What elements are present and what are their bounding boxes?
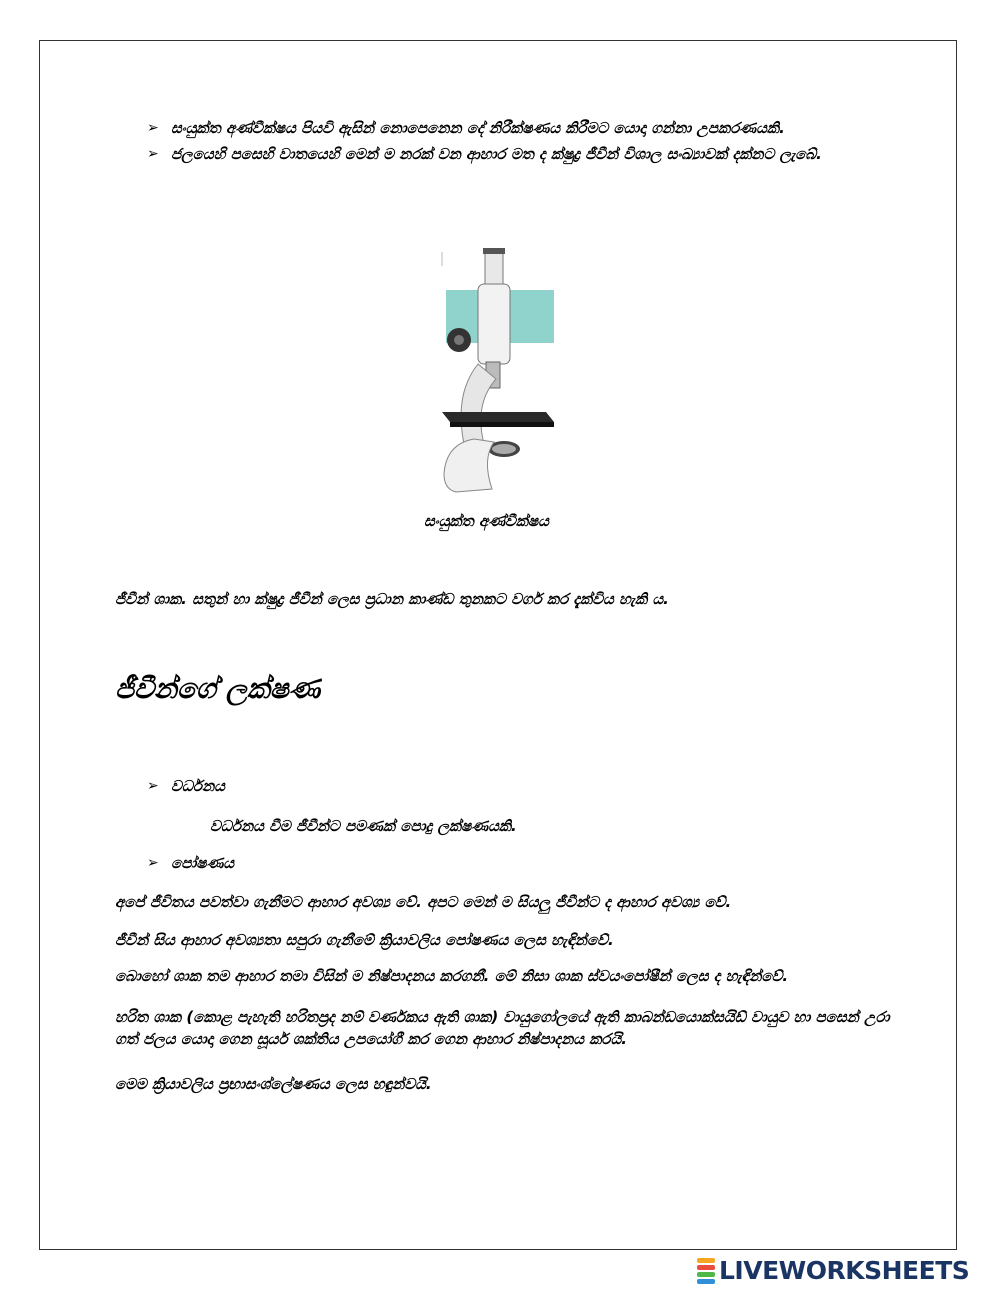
section-heading: ජීවීන්ගේ ලක්ෂණ: [115, 672, 321, 705]
bullet-item: [147, 116, 867, 140]
worksheet-page: [39, 40, 957, 1250]
microscope-image: [434, 244, 554, 494]
brand-name: LIVEWORKSHEETS: [719, 1256, 970, 1285]
nutrition-paragraph: බොහෝ ශාක තම ආහාර තමා විසින් ම නිෂ්පාදනය කරගනී. මේ නිසා ශාක ස්වයංපෝෂීන් ලෙස ද හැඳින්වේ.: [115, 967, 789, 985]
arrow-bullet-icon: ➢: [147, 120, 159, 136]
intro-paragraph: ජීවීන් ශාක. සතුන් හා ක්ෂුද්‍ර ජීවීන් ලෙස ප්‍රධාන කාණ්ඩ තුනකට වර්ග කර දැක්විය හැකි ය.: [115, 590, 669, 608]
figure-caption: සංයුක්ත අණ්වීක්ෂය: [424, 512, 549, 530]
bullet-item: [147, 142, 867, 166]
bullet-text: සංයුක්ත අණ්වීක්ෂය පියවි ඇසින් නොපෙනෙන දේ නිරීක්ෂණය කිරීමට යොදා ගන්නා උපකරණයකි.: [171, 119, 785, 137]
subsection-title-growth: ➢ වර්ධනය: [147, 774, 547, 798]
nutrition-paragraph: ජීවීන් සිය ආහාර අවශ්‍යතා සපුරා ගැනීමේ ක්‍රියාවලිය පෝෂණය ලෙස හැඳින්වේ.: [115, 931, 614, 949]
subsection-title-nutrition: ➢ පෝෂණය: [147, 851, 547, 875]
nutrition-paragraph: මෙම ක්‍රියාවලිය ප්‍රභාසංශ්ලේෂණය ලෙස හඳුන්වයි.: [115, 1075, 432, 1093]
arrow-bullet-icon: ➢: [147, 778, 159, 794]
arrow-bullet-icon: ➢: [147, 146, 159, 162]
growth-body: වර්ධනය වීම ජීවීන්ට පමණක් පොදු ලක්ෂණයකි.: [210, 817, 517, 835]
nutrition-paragraph: අපේ ජීවිතය පවත්වා ගැනීමට ආහාර අවශ්‍ය වේ. අපට මෙන් ම සියලු ජීවීන්ට ද ආහාර අවශ්‍ය වේ.: [115, 893, 732, 911]
logo-icon: [697, 1257, 715, 1285]
arrow-bullet-icon: ➢: [147, 855, 159, 871]
nutrition-paragraph: හරිත ශාක (කොළ පැහැති හරිතප්‍රද නම් වර්ණකය ඇති ශාක) වායුගෝලයේ ඇති කාබන්ඩයොක්සයිඩ් වායුව හා පසෙන් උරා ගත් ජලය යොදා ගෙන සූර්ය ශක්තිය උපයෝගී කර ගෙන ආහාර නිෂ්පාදනය කරයි.: [115, 1008, 890, 1048]
liveworksheets-logo[interactable]: [697, 1256, 969, 1285]
bullet-text: ජලයෙහි පසෙහි වාතයෙහි මෙන් ම නරක් වන ආහාර මත ද ක්ෂුද්‍ර ජීවීන් විශාල සංඛ්‍යාවක් දක්නට ලැබේ.: [171, 145, 822, 163]
